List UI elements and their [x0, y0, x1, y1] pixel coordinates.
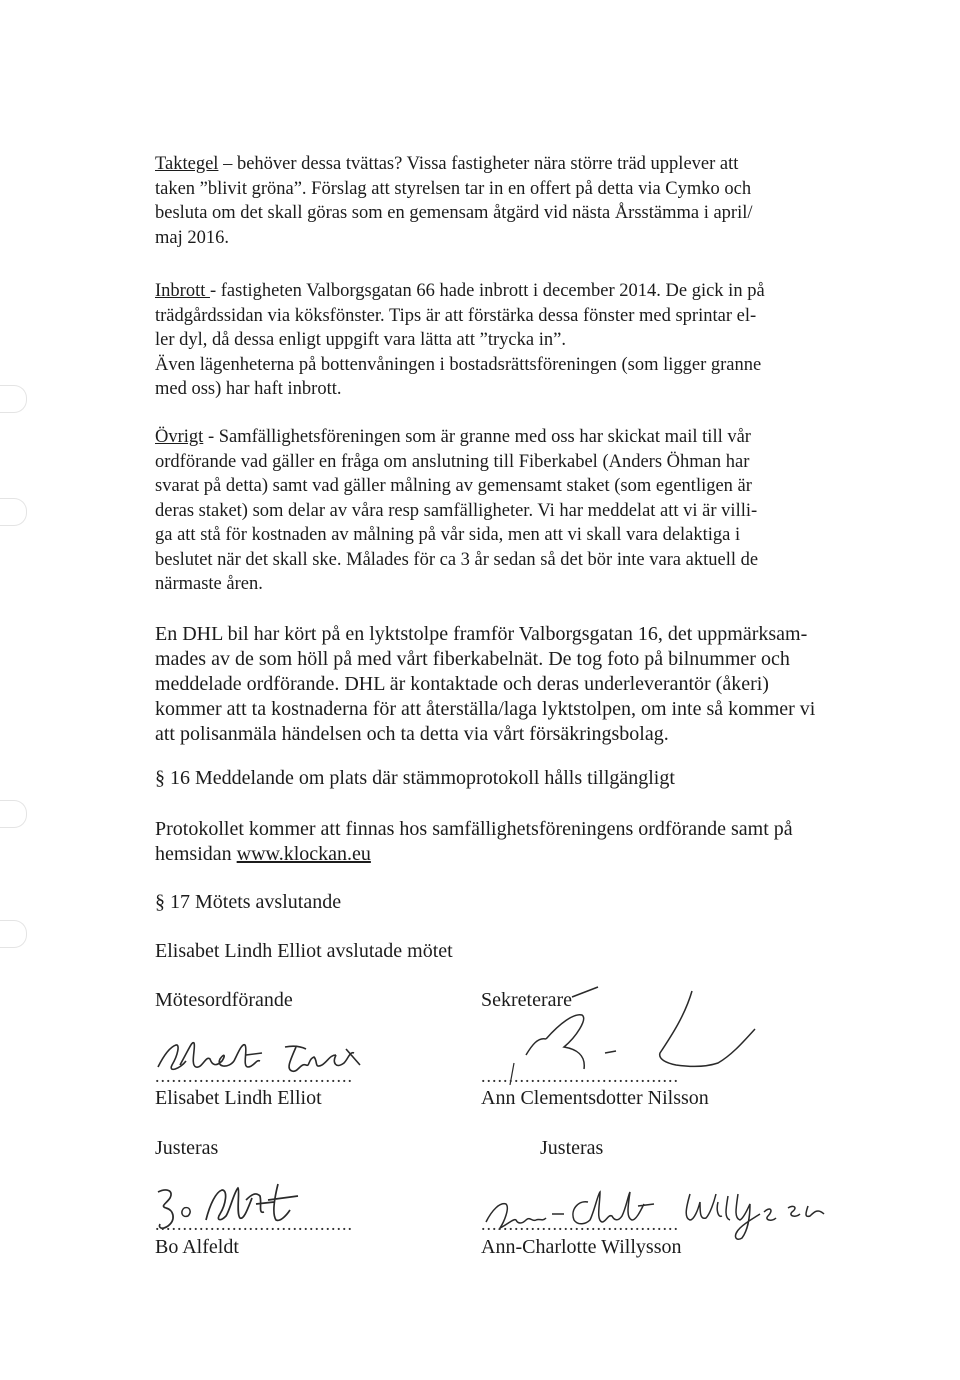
adjuster-right-signature-line: ....................................: [481, 1214, 679, 1234]
text-line: med oss) har haft inbrott.: [155, 379, 342, 399]
chair-signature-line: ....................................: [155, 1066, 353, 1086]
text-line: kommer att ta kostnaderna för att återställa/laga lyktstolpen, om inte så kommer vi: [155, 698, 816, 720]
adjuster-left-name: Bo Alfeldt: [155, 1236, 239, 1258]
text-line: Protokollet kommer att finnas hos samfällighetsföreningens ordförande samt på: [155, 818, 793, 840]
punch-hole: [0, 800, 27, 828]
text-line: – behöver dessa tvättas? Vissa fastigheter nära större träd upplever att: [218, 154, 739, 174]
adjuster-left-role: Justeras: [155, 1137, 219, 1159]
section-16-heading: § 16 Meddelande om plats där stämmoprotokoll hålls tillgängligt: [155, 767, 675, 789]
text-line: hemsidan: [155, 843, 237, 865]
secretary-signature-line: ....................................: [481, 1066, 679, 1086]
text-line: att polisanmäla händelsen och ta detta via vårt försäkringsbolag.: [155, 723, 669, 745]
label-taktegel: Taktegel: [155, 154, 219, 174]
paragraph-ovrigt: [155, 425, 815, 597]
text-line: meddelade ordförande. DHL är kontaktade och deras underleverantör (åkeri): [155, 673, 769, 695]
text-line: trädgårdssidan via köksfönster. Tips är att förstärka dessa fönster med sprintar el-: [155, 305, 757, 326]
label-ovrigt: Övrigt: [155, 427, 204, 447]
text-line: ordförande vad gäller en fråga om anslutning till Fiberkabel (Anders Öhman har: [155, 451, 750, 472]
secretary-role: Sekreterare: [481, 989, 573, 1011]
adjuster-left-signature-line: ....................................: [155, 1214, 353, 1234]
paragraph-inbrott: [155, 279, 815, 402]
chair-role: Mötesordförande: [155, 989, 293, 1011]
adjuster-right-name: Ann-Charlotte Willysson: [481, 1236, 682, 1258]
paragraph-protokoll: [155, 817, 815, 867]
label-inbrott: Inbrott: [155, 281, 210, 301]
chair-name: Elisabet Lindh Elliot: [155, 1087, 322, 1109]
adjuster-right-role: Justeras: [540, 1137, 604, 1159]
text-line: deras staket) som delar av våra resp samfälligheter. Vi har meddelat att vi är villi-: [155, 500, 758, 521]
text-line: maj 2016.: [155, 227, 229, 248]
paragraph-dhl: [155, 622, 815, 747]
closing-statement: Elisabet Lindh Elliot avslutade mötet: [155, 940, 453, 962]
text-line: ga att stå för kostnaden av målning på vår sida, men att vi skall vara delaktiga i: [155, 525, 741, 545]
text-line: svarat på detta) samt vad gäller målning av gemensamt staket (som egentligen är: [155, 476, 752, 496]
text-line: Även lägenheterna på bottenvåningen i bostadsrättsföreningen (som ligger granne: [155, 354, 762, 375]
text-line: taken ”blivit gröna”. Förslag att styrelsen tar in en offert på detta via Cymko och: [155, 178, 752, 199]
website-link[interactable]: www.klockan.eu: [236, 843, 371, 865]
punch-hole: [0, 498, 27, 526]
secretary-name: Ann Clementsdotter Nilsson: [481, 1087, 709, 1109]
text-line: beslutet när det skall ske. Målades för ca 3 år sedan så det bör inte vara aktuell de: [155, 549, 759, 570]
text-line: - fastigheten Valborgsgatan 66 hade inbrott i december 2014. De gick in på: [209, 281, 765, 301]
text-line: En DHL bil har kört på en lyktstolpe framför Valborgsgatan 16, det uppmärksam-: [155, 623, 808, 645]
text-line: mades av de som höll på med vårt fiberkabelnät. De tog foto på bilnummer och: [155, 648, 790, 670]
punch-hole: [0, 385, 27, 413]
punch-hole: [0, 920, 27, 948]
paragraph-taktegel: [155, 152, 815, 250]
text-line: ler dyl, då dessa enligt uppgift vara lätta att ”trycka in”.: [155, 330, 566, 350]
text-line: närmaste åren.: [155, 574, 263, 594]
text-line: besluta om det skall göras som en gemensam åtgärd vid nästa Årsstämma i april/: [155, 203, 753, 223]
section-17-heading: § 17 Mötets avslutande: [155, 891, 342, 913]
text-line: - Samfällighetsföreningen som är granne med oss har skickat mail till vår: [203, 427, 751, 447]
